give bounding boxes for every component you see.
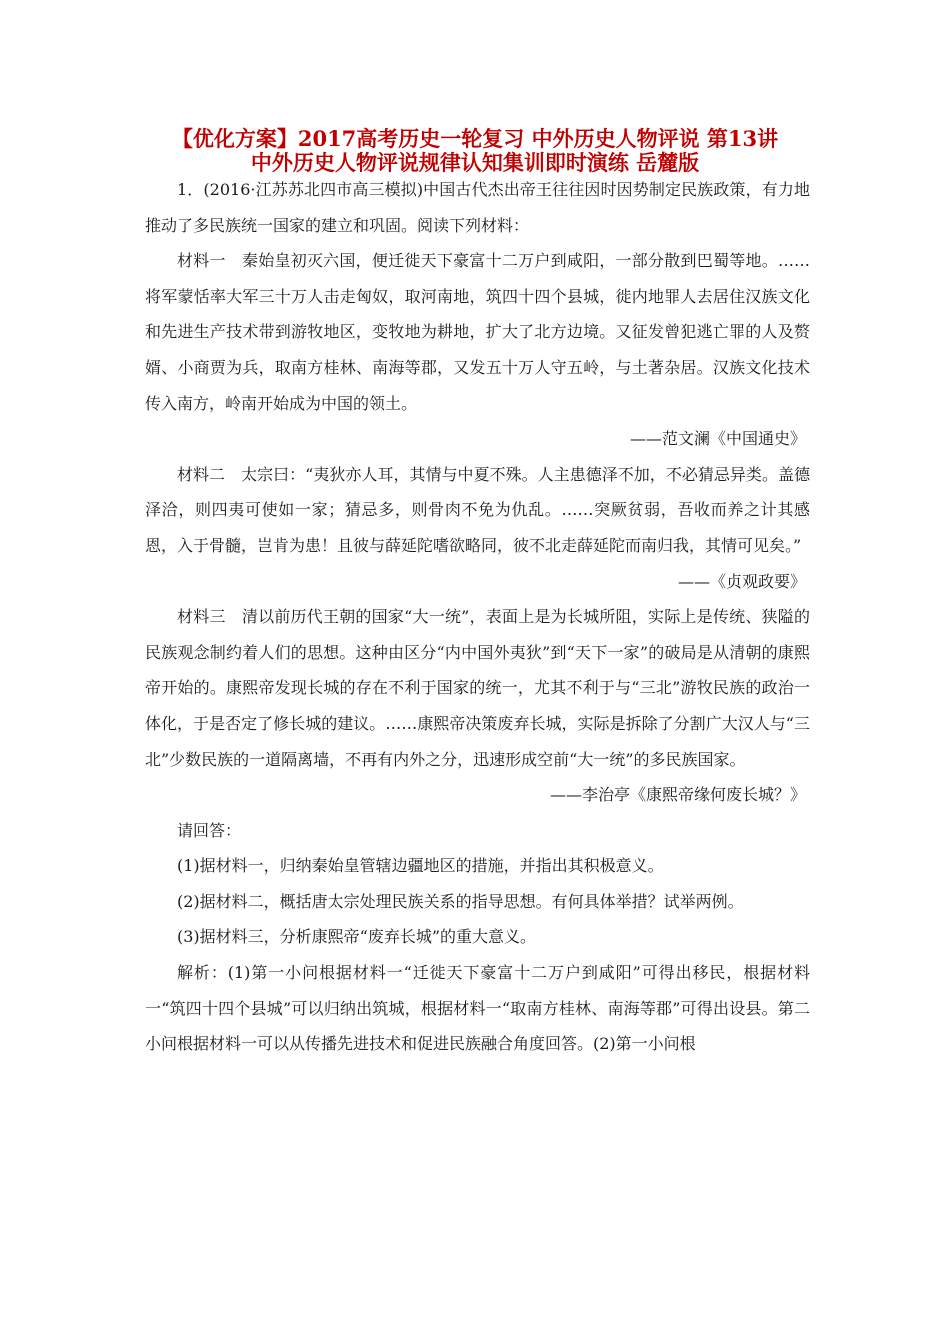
material-three-source: ——李治亭《康熙帝缘何废长城？》	[549, 785, 806, 805]
sub-question-2: (2)据材料二，概括唐太宗处理民族关系的指导思想。有何具体举措？试举两例。	[177, 891, 744, 911]
material-two-source: ——《贞观政要》	[677, 571, 806, 591]
sub-question-1: (1)据材料一，归纳秦始皇管辖边疆地区的措施，并指出其积极意义。	[177, 856, 664, 876]
sub-question-3: (3)据材料三，分析康熙帝“废弃长城”的重大意义。	[177, 927, 537, 947]
document-title-line2: 中外历史人物评说规律认知集训即时演练 岳麓版	[250, 150, 700, 175]
document-title-line1: 【优化方案】2017高考历史一轮复习 中外历史人物评说 第13讲	[171, 126, 779, 151]
material-one: 材料一 秦始皇初灭六国，便迁徙天下豪富十二万户到咸阳，一部分散到巴蜀等地。……将军蒙恬率大军三十万人击走匈奴，取河南地，筑四十四个县城，徙内地罪人去居住汉族文化和先进生产技术带到游牧地区，变牧地为耕地，扩大了北方边境。又征发曾犯逃亡罪的人及赘婿、小商贾为兵，取南方桂林、南海等郡，又发五十万人守五岭，与土著杂居。汉族文化技术传入南方，岭南开始成为中国的领土。	[145, 251, 810, 413]
analysis-paragraph: 解析：(1)第一小问根据材料一“迁徙天下豪富十二万户到咸阳”可得出移民，根据材料一“筑四十四个县城”可以归纳出筑城，根据材料一“取南方桂林、南海等郡”可得出设县。第二小问根据材料一可以从传播先进技术和促进民族融合角度回答。(2)第一小问根	[145, 963, 810, 1054]
material-three: 材料三 清以前历代王朝的国家“大一统”，表面上是为长城所阻，实际上是传统、狭隘的民族观念制约着人们的思想。这种由区分“内中国外夷狄”到“天下一家”的破局是从清朝的康熙帝开始的。康熙帝发现长城的存在不利于国家的统一，尤其不利于与“三北”游牧民族的政治一体化，于是否定了修长城的建议。……康熙帝决策废弃长城，实际是拆除了分割广大汉人与“三北”少数民族的一道隔离墙，不再有内外之分，迅速形成空前“大一统”的多民族国家。	[145, 607, 810, 769]
answer-prompt: 请回答：	[177, 820, 242, 840]
material-two: 材料二 太宗曰：“夷狄亦人耳，其情与中夏不殊。人主患德泽不加，不必猜忌异类。盖德泽洽，则四夷可使如一家；猜忌多，则骨肉不免为仇乱。……突厥贫弱，吾收而养之计其感恩，入于骨髓，岂肯为患！且彼与薛延陀嗜欲略同，彼不北走薛延陀而南归我，其情可见矣。”	[145, 464, 810, 555]
question-intro: 1．(2016·江苏苏北四市高三模拟)中国古代杰出帝王往往因时因势制定民族政策，有力地推动了多民族统一国家的建立和巩固。阅读下列材料：	[145, 180, 810, 235]
material-one-source: ——范文澜《中国通史》	[629, 429, 806, 449]
document-body	[145, 172, 810, 1062]
